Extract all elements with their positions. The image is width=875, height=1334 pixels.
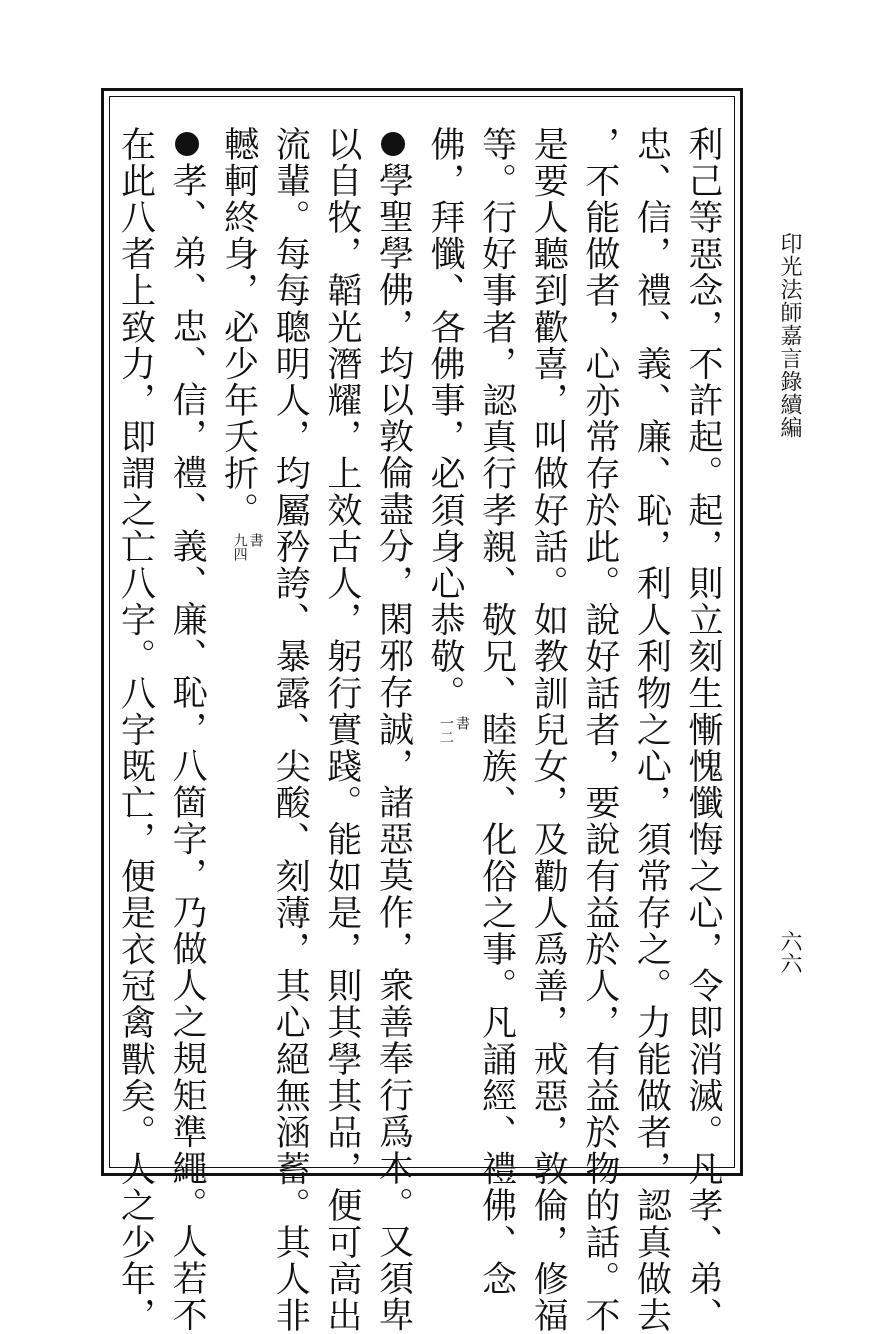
bullet-icon — [381, 132, 405, 156]
body-text — [115, 126, 728, 1334]
text-column: 在此八者上致力，即謂之亡八字。八字既亡，便是衣冠禽獸矣。人之少年， — [115, 126, 156, 1334]
page-number: 六六 — [777, 930, 802, 974]
text-column: 孝、弟、忠、信，禮、義、廉、恥，八箇字，乃做人之規矩準繩。人若不 — [160, 126, 212, 1136]
text-column: 佛，拜懺、各佛事，必須身心恭敬。 書 一二 — [425, 126, 471, 744]
text-column: 轗軻終身，必少年夭折。 書 九四 — [218, 126, 264, 561]
source-note: 書 九四 — [231, 532, 264, 561]
book-title: 印光法師嘉言錄續編 — [777, 232, 802, 439]
text-column: 等。行好事者，認真行孝親、敬兄、睦族、化俗之事。凡誦經、禮佛、念 — [476, 126, 517, 1298]
bullet-icon — [175, 132, 199, 156]
text-column: 流輩。每每聰明人，均屬矜誇、暴露、尖酸、刻薄，其心絕無涵蓄。其人非 — [270, 126, 311, 1334]
source-note: 書 一二 — [438, 715, 471, 744]
text-column: 是要人聽到歡喜，叫做好話。如教訓兒女，及勸人爲善，戒惡，敦倫，修福 — [528, 126, 569, 1334]
text-column: 忠、信，禮、義、廉、恥，利人利物之心，須常存之。力能做者，認真做去 — [631, 126, 672, 1334]
text-column: 以自牧，韜光潛耀，上效古人，躬行實踐。能如是，則其學其品，便可高出 — [321, 126, 362, 1334]
text-column: 學聖學佛，均以敦倫盡分，閑邪存誠，諸惡莫作，衆善奉行爲本。又須卑 — [367, 126, 419, 1136]
text-column: ，不能做者，心亦常存於此。說好話者，要說有益於人，有益於物的話。不 — [579, 126, 620, 1334]
text-column: 利己等惡念，不許起。起，則立刻生慚愧懺悔之心，令即消滅。凡孝、弟、 — [683, 126, 723, 1334]
